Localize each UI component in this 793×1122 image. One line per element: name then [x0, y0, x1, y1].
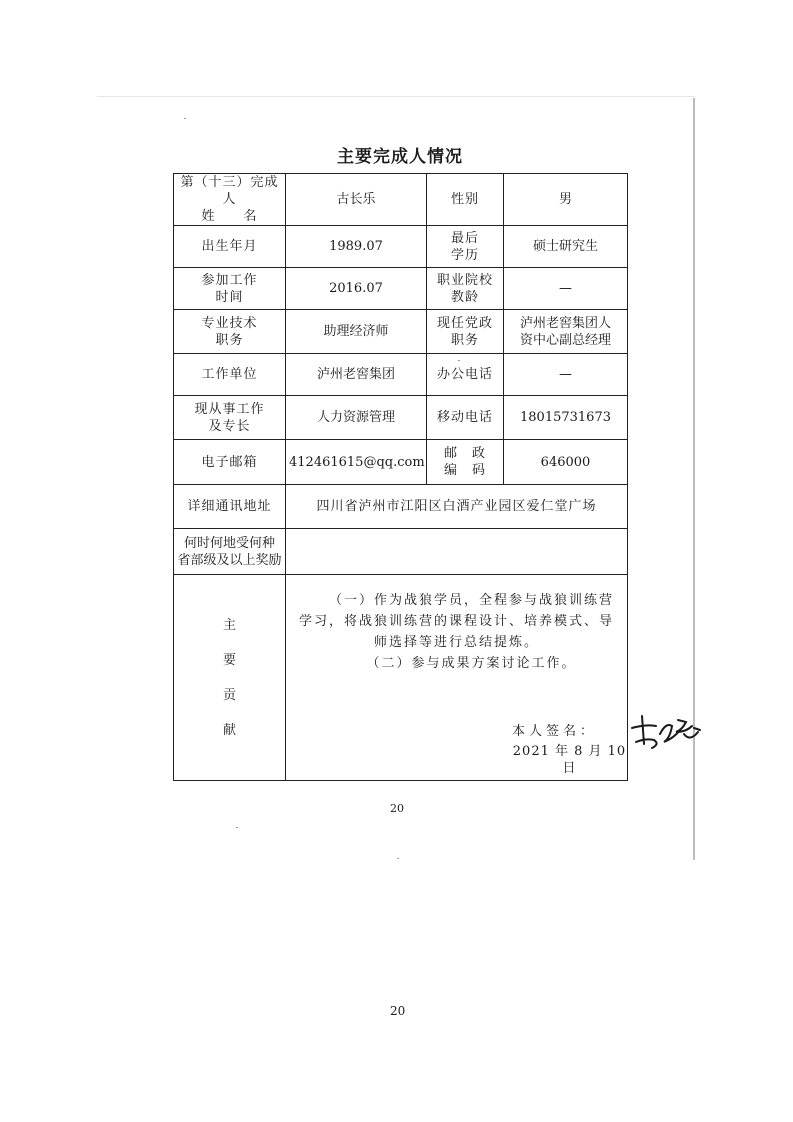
table-row	[174, 529, 628, 575]
education-label: 最后 学历	[427, 226, 504, 268]
table-row	[174, 575, 628, 781]
education-value: 硕士研究生	[504, 226, 628, 268]
office-phone-value: —	[504, 354, 628, 396]
table-row	[174, 485, 628, 529]
party-post-value: 泸州老窖集团人 资中心副总经理	[504, 310, 628, 354]
work-start-value: 2016.07	[286, 268, 427, 310]
candidate-info-table	[173, 173, 628, 781]
tech-title-label: 专业技术 职务	[174, 310, 286, 354]
address-label: 详细通讯地址	[174, 485, 286, 529]
teaching-years-label: 职业院校 教龄	[427, 268, 504, 310]
party-post-label: 现任党政 职务	[427, 310, 504, 354]
email-label: 电子邮箱	[174, 440, 286, 485]
awards-label: 何时何地受何种 省部级及以上奖励	[174, 529, 286, 575]
gender-value: 男	[504, 174, 628, 226]
contribution-label: 主 要 贡 献	[174, 575, 286, 781]
mobile-label: 移动电话	[427, 396, 504, 440]
employer-label: 工作单位	[174, 354, 286, 396]
postcode-label: 邮 政 编 码	[427, 440, 504, 485]
scan-speck	[458, 360, 460, 361]
signature-label: 本人签名：	[512, 724, 598, 739]
scan-speck	[236, 827, 238, 828]
name-value: 古长乐	[286, 174, 427, 226]
tech-title-value: 助理经济师	[286, 310, 427, 354]
current-work-label: 现从事工作 及专长	[174, 396, 286, 440]
table-row	[174, 174, 628, 226]
page-number: 20	[390, 1004, 406, 1018]
contribution-paragraph: （二）参与成果方案讨论工作。	[366, 656, 577, 671]
sign-date: 2021 年 8 月 10 日	[512, 744, 627, 776]
birth-value: 1989.07	[286, 226, 427, 268]
birth-label: 出生年月	[174, 226, 286, 268]
email-value: 412461615@qq.com	[286, 440, 427, 485]
awards-value	[286, 529, 628, 575]
table-row	[174, 354, 628, 396]
postcode-value: 646000	[504, 440, 628, 485]
teaching-years-value: —	[504, 268, 628, 310]
table-row	[174, 226, 628, 268]
contribution-paragraph: （一）作为战狼学员，全程参与战狼训练营学习，将战狼训练营的课程设计、培养模式、导师选择等进行总结提炼。	[298, 593, 614, 650]
name-label: 第（十三）完成人 姓 名	[174, 174, 286, 226]
table-row	[174, 396, 628, 440]
handwritten-signature	[626, 708, 706, 752]
current-work-value: 人力资源管理	[286, 396, 427, 440]
page-number-scan: 20	[390, 802, 404, 815]
address-value: 四川省泸州市江阳区白酒产业园区爱仁堂广场	[286, 485, 628, 529]
contribution-content	[286, 575, 628, 781]
gender-label: 性别	[427, 174, 504, 226]
office-phone-label: 办公电话	[427, 354, 504, 396]
table-row	[174, 268, 628, 310]
table-row	[174, 310, 628, 354]
table-row	[174, 440, 628, 485]
mobile-value: 18015731673	[504, 396, 628, 440]
page-title: 主要完成人情况	[337, 147, 463, 167]
scan-speck	[397, 858, 399, 859]
work-start-label: 参加工作 时间	[174, 268, 286, 310]
scan-speck	[184, 118, 186, 119]
employer-value: 泸州老窖集团	[286, 354, 427, 396]
contribution-text	[294, 590, 619, 674]
